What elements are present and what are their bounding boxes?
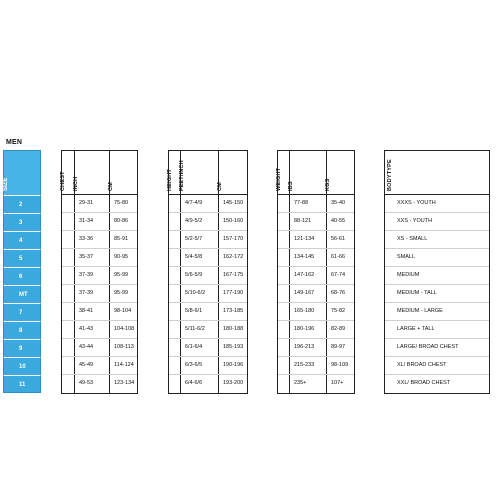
- bodytype-cell: XXXS - YOUTH: [397, 200, 436, 206]
- weight-cell: 147-162: [290, 267, 327, 284]
- weight-row-spacer: [278, 375, 290, 393]
- chest-row: [62, 195, 137, 213]
- size-cell: 7: [3, 303, 41, 321]
- weight-row-spacer: [278, 285, 290, 302]
- height-row-spacer: [169, 285, 181, 302]
- bodytype-cell: MEDIUM: [397, 272, 420, 278]
- size-cell: 2: [3, 195, 41, 213]
- bodytype-row: [385, 231, 489, 249]
- bodytype-cell: LARGE + TALL: [397, 326, 435, 332]
- weight-group-label: WEIGHT: [276, 167, 282, 191]
- weight-row-spacer: [278, 267, 290, 284]
- height-col1-label: FEET/INCH: [179, 160, 185, 191]
- weight-cell: 56-61: [331, 236, 346, 242]
- bodytype-cell: LARGE/ BROAD CHEST: [397, 344, 459, 350]
- weight-cell: 68-76: [331, 290, 346, 296]
- height-table-header: [169, 151, 247, 195]
- chest-col1-label: INCH: [73, 176, 79, 191]
- chest-cell: 104-108: [114, 326, 135, 332]
- size-rows: [3, 195, 41, 393]
- height-row: [169, 303, 247, 321]
- chest-cell: 45-49: [75, 357, 110, 374]
- weight-cell: 89-97: [331, 344, 346, 350]
- height-cell: 180-188: [223, 326, 244, 332]
- weight-cell: 67-74: [331, 272, 346, 278]
- weight-table-body: [278, 195, 354, 393]
- chest-row-spacer: [62, 267, 75, 284]
- size-cell: MT: [3, 285, 41, 303]
- height-row-spacer: [169, 195, 181, 212]
- chest-row: [62, 285, 137, 303]
- height-cell: 6/1-6/4: [181, 339, 219, 356]
- height-row: [169, 267, 247, 285]
- weight-row-spacer: [278, 321, 290, 338]
- weight-row-spacer: [278, 231, 290, 248]
- height-cell: 157-170: [223, 236, 244, 242]
- chest-col2-header: [110, 151, 137, 194]
- height-cell: 5/2-5/7: [181, 231, 219, 248]
- weight-cell: 35-40: [331, 200, 346, 206]
- weight-col1-header: [290, 151, 327, 194]
- height-row: [169, 375, 247, 393]
- chest-row: [62, 375, 137, 393]
- weight-cell: 98-109: [331, 362, 349, 368]
- weight-col2-label: KGS: [325, 178, 331, 191]
- chest-cell: 98-104: [114, 308, 132, 314]
- chest-cell: 41-43: [75, 321, 110, 338]
- weight-cell: 180-196: [290, 321, 327, 338]
- bodytype-row: [385, 249, 489, 267]
- chest-col1-header: [75, 151, 110, 194]
- weight-cell: 134-145: [290, 249, 327, 266]
- weight-cell: 149-167: [290, 285, 327, 302]
- weight-row: [278, 231, 354, 249]
- bodytype-cell: MEDIUM - TALL: [397, 290, 437, 296]
- height-col1-header: [181, 151, 219, 194]
- height-cell: 190-196: [223, 362, 244, 368]
- size-cell: 10: [3, 357, 41, 375]
- height-row: [169, 213, 247, 231]
- height-cell: 5/6-5/9: [181, 267, 219, 284]
- weight-row-spacer: [278, 339, 290, 356]
- height-cell: 185-193: [223, 344, 244, 350]
- weight-row: [278, 339, 354, 357]
- bodytype-cell: XXS - YOUTH: [397, 218, 433, 224]
- height-col2-header: [219, 151, 247, 194]
- chest-row: [62, 249, 137, 267]
- size-column: [3, 150, 41, 393]
- chest-group-label: CHEST: [60, 171, 66, 191]
- height-cell: 5/4-5/8: [181, 249, 219, 266]
- height-row: [169, 339, 247, 357]
- weight-row: [278, 195, 354, 213]
- weight-row: [278, 249, 354, 267]
- bodytype-row: [385, 213, 489, 231]
- bodytype-row: [385, 375, 489, 393]
- chest-row: [62, 357, 137, 375]
- chest-row: [62, 321, 137, 339]
- height-cell: 145-150: [223, 200, 244, 206]
- height-row-spacer: [169, 357, 181, 374]
- chest-table-body: [62, 195, 137, 393]
- bodytype-cell: XL/ BROAD CHEST: [397, 362, 447, 368]
- size-cell: 9: [3, 339, 41, 357]
- weight-cell: 75-82: [331, 308, 346, 314]
- bodytype-header: [385, 151, 489, 194]
- bodytype-row: [385, 339, 489, 357]
- height-cell: 4/9-5/2: [181, 213, 219, 230]
- weight-row: [278, 267, 354, 285]
- bodytype-cell: XS - SMALL: [397, 236, 428, 242]
- chest-row-spacer: [62, 321, 75, 338]
- weight-cell: 121-134: [290, 231, 327, 248]
- size-cell: 3: [3, 213, 41, 231]
- height-row: [169, 249, 247, 267]
- height-cell: 6/3-6/5: [181, 357, 219, 374]
- chest-cell: 29-31: [75, 195, 110, 212]
- size-header-label: SIZE: [3, 177, 9, 191]
- height-row: [169, 195, 247, 213]
- height-row-spacer: [169, 267, 181, 284]
- height-row-spacer: [169, 249, 181, 266]
- weight-row-spacer: [278, 303, 290, 320]
- bodytype-row: [385, 357, 489, 375]
- height-cell: 4/7-4/9: [181, 195, 219, 212]
- size-cell: 4: [3, 231, 41, 249]
- height-row-spacer: [169, 339, 181, 356]
- chest-cell: 38-41: [75, 303, 110, 320]
- height-cell: 150-160: [223, 218, 244, 224]
- size-header: [3, 150, 41, 195]
- height-row-spacer: [169, 231, 181, 248]
- height-group-label: HEIGHT: [167, 169, 173, 191]
- weight-cell: 235+: [290, 375, 327, 393]
- height-row: [169, 357, 247, 375]
- chest-row: [62, 267, 137, 285]
- weight-cell: 77-88: [290, 195, 327, 212]
- bodytype-row: [385, 303, 489, 321]
- chest-row-spacer: [62, 285, 75, 302]
- chest-cell: 49-53: [75, 375, 110, 393]
- chest-row-spacer: [62, 249, 75, 266]
- weight-col2-header: [327, 151, 354, 194]
- bodytype-cell: MEDIUM - LARGE: [397, 308, 443, 314]
- chest-cell: 123-134: [114, 380, 135, 386]
- weight-table: [277, 150, 355, 394]
- chest-row: [62, 303, 137, 321]
- weight-cell: 215-233: [290, 357, 327, 374]
- height-cell: 5/11-6/2: [181, 321, 219, 338]
- bodytype-row: [385, 321, 489, 339]
- weight-row-spacer: [278, 195, 290, 212]
- bodytype-table-body: [385, 195, 489, 393]
- weight-cell: 82-89: [331, 326, 346, 332]
- chest-table-header: [62, 151, 137, 195]
- chest-cell: 43-44: [75, 339, 110, 356]
- bodytype-cell: XXL/ BROAD CHEST: [397, 380, 451, 386]
- chest-cell: 108-113: [114, 344, 134, 350]
- weight-cell: 165-180: [290, 303, 327, 320]
- weight-row: [278, 357, 354, 375]
- chest-cell: 35-37: [75, 249, 110, 266]
- weight-table-header: [278, 151, 354, 195]
- height-cell: 6/4-6/6: [181, 375, 219, 393]
- height-cell: 177-190: [223, 290, 244, 296]
- chest-row: [62, 339, 137, 357]
- bodytype-table-header: [385, 151, 489, 195]
- chest-cell: 90-95: [114, 254, 129, 260]
- height-row-spacer: [169, 321, 181, 338]
- weight-cell: 196-213: [290, 339, 327, 356]
- height-cell: 193-200: [223, 380, 244, 386]
- chest-cell: 31-34: [75, 213, 110, 230]
- weight-cell: 107+: [331, 380, 344, 386]
- chest-cell: 95-99: [114, 290, 129, 296]
- bodytype-header-label: BODYTYPE: [387, 159, 393, 191]
- weight-cell: 40-55: [331, 218, 346, 224]
- weight-row: [278, 303, 354, 321]
- chest-row: [62, 213, 137, 231]
- weight-row-spacer: [278, 213, 290, 230]
- height-row-spacer: [169, 375, 181, 393]
- height-cell: 5/8-6/1: [181, 303, 219, 320]
- height-row: [169, 321, 247, 339]
- bodytype-row: [385, 195, 489, 213]
- chest-cell: 37-39: [75, 267, 110, 284]
- chest-cell: 95-99: [114, 272, 129, 278]
- height-row-spacer: [169, 213, 181, 230]
- chest-cell: 37-39: [75, 285, 110, 302]
- height-table: [168, 150, 248, 394]
- bodytype-table: [384, 150, 490, 394]
- height-table-body: [169, 195, 247, 393]
- bodytype-cell: SMALL: [397, 254, 416, 260]
- weight-row: [278, 213, 354, 231]
- height-row-spacer: [169, 303, 181, 320]
- weight-col1-label: IBS: [288, 181, 294, 191]
- chest-cell: 33-36: [75, 231, 110, 248]
- chest-row: [62, 231, 137, 249]
- height-col2-label: CM: [217, 182, 223, 191]
- weight-row: [278, 321, 354, 339]
- chest-row-spacer: [62, 231, 75, 248]
- size-cell: 6: [3, 267, 41, 285]
- chest-row-spacer: [62, 195, 75, 212]
- height-cell: 167-175: [223, 272, 244, 278]
- chest-cell: 114-124: [114, 362, 134, 368]
- height-cell: 162-172: [223, 254, 244, 260]
- size-cell: 11: [3, 375, 41, 393]
- chest-row-spacer: [62, 213, 75, 230]
- chart-title: MEN: [6, 139, 23, 146]
- chest-cell: 75-80: [114, 200, 129, 206]
- height-cell: 5/10-6/2: [181, 285, 219, 302]
- size-cell: 8: [3, 321, 41, 339]
- weight-row: [278, 375, 354, 393]
- size-cell: 5: [3, 249, 41, 267]
- bodytype-row: [385, 267, 489, 285]
- chest-row-spacer: [62, 303, 75, 320]
- chest-table: [61, 150, 138, 394]
- weight-cell: 88-121: [290, 213, 327, 230]
- height-row: [169, 285, 247, 303]
- chest-cell: 80-86: [114, 218, 129, 224]
- height-row: [169, 231, 247, 249]
- chest-row-spacer: [62, 375, 75, 393]
- chest-row-spacer: [62, 357, 75, 374]
- chest-row-spacer: [62, 339, 75, 356]
- chest-cell: 85-91: [114, 236, 129, 242]
- chest-col2-label: CM: [108, 182, 114, 191]
- weight-row-spacer: [278, 357, 290, 374]
- weight-row-spacer: [278, 249, 290, 266]
- weight-cell: 61-66: [331, 254, 346, 260]
- weight-row: [278, 285, 354, 303]
- bodytype-row: [385, 285, 489, 303]
- height-cell: 173-185: [223, 308, 244, 314]
